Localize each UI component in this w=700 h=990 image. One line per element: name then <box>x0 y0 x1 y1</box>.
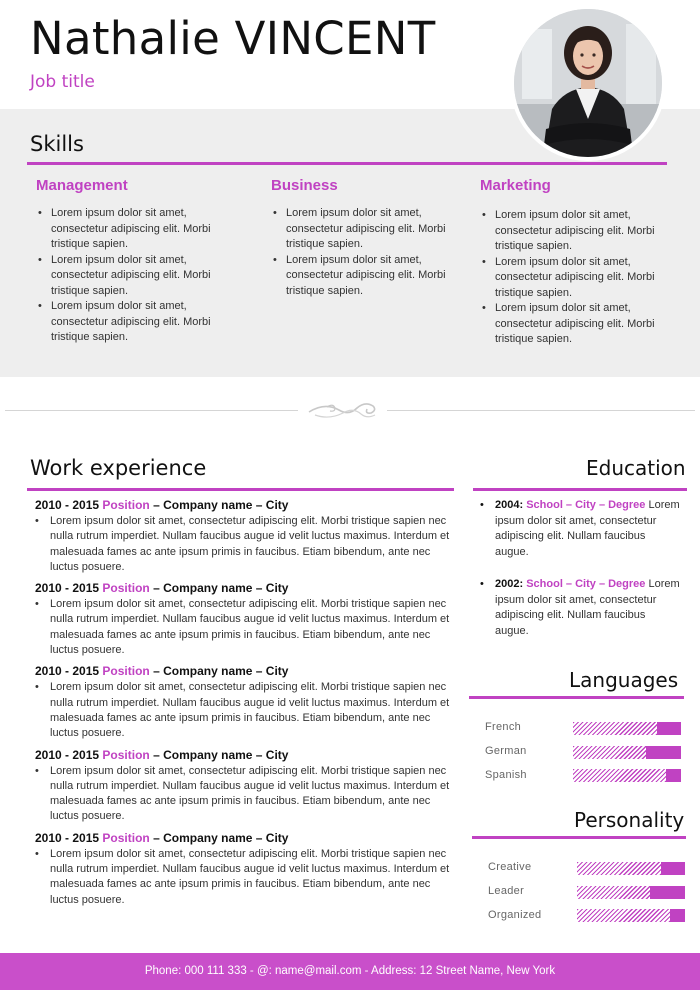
language-label: German <box>485 745 527 757</box>
skill-column-business <box>271 177 476 299</box>
job-description: • Lorem ipsum dolor sit amet, consectetur adipiscing elit. Morbi tristique sapien nec nulla rutrum imperdiet. Nullam faucibus augue id velit luctus maximus. Interdum et malesuada fames ac ante ipsum primis in faucibus. Etiam bibendum, ante nec luctus posuere. <box>35 597 455 658</box>
job-entry <box>35 580 455 658</box>
work-rule <box>27 488 454 491</box>
job-title: Job title <box>30 72 95 92</box>
job-entry <box>35 747 455 825</box>
job-years: 2010 - 2015 <box>35 747 100 762</box>
personality-label: Organized <box>488 909 542 921</box>
job-position: Position <box>102 498 150 512</box>
education-year: 2004: <box>495 499 524 511</box>
job-company: – Company name – City <box>153 664 289 679</box>
languages-rule <box>469 696 684 699</box>
skill-item: • Lorem ipsum dolor sit amet, consectetur adipiscing elit. Morbi tristique sapien. <box>271 206 476 253</box>
personality-rule <box>472 836 686 839</box>
skill-heading: Business <box>271 177 338 194</box>
job-company: – Company name – City <box>153 498 289 512</box>
personality-title: Personality <box>574 808 685 832</box>
education-entry <box>480 577 680 639</box>
job-description: • Lorem ipsum dolor sit amet, consectetur adipiscing elit. Morbi tristique sapien nec nulla rutrum imperdiet. Nullam faucibus augue id velit luctus maximus. Interdum et malesuada fames ac ante ipsum primis in faucibus. Etiam bibendum, ante nec luctus posuere. <box>35 680 455 741</box>
job-position: Position <box>102 747 150 762</box>
personality-bar <box>577 862 685 875</box>
language-bar <box>573 769 681 782</box>
language-bar-fill <box>646 746 681 759</box>
person-portrait-icon <box>514 9 662 157</box>
job-years: 2010 - 2015 <box>35 581 100 596</box>
work-experience-list <box>35 497 455 913</box>
job-description: • Lorem ipsum dolor sit amet, consectetur adipiscing elit. Morbi tristique sapien nec nulla rutrum imperdiet. Nullam faucibus augue id velit luctus maximus. Interdum et malesuada fames ac ante ipsum primis in faucibus. Etiam bibendum, ante nec luctus posuere. <box>35 514 455 575</box>
divider-right <box>387 410 695 411</box>
skill-heading: Management <box>36 177 128 194</box>
education-rule <box>473 488 687 491</box>
personality-label: Creative <box>488 861 532 873</box>
personality-label: Leader <box>488 885 525 897</box>
skill-item: • Lorem ipsum dolor sit amet, consectetur adipiscing elit. Morbi tristique sapien. <box>480 208 675 255</box>
job-entry <box>35 497 455 575</box>
candidate-name: Nathalie VINCENT <box>30 12 436 65</box>
education-description: Lorem ipsum dolor sit amet, consectetur adipiscing elit. Nullam faucibus augue. <box>495 499 680 558</box>
job-years: 2010 - 2015 <box>35 830 100 845</box>
personality-bar-fill <box>650 886 685 899</box>
education-year: 2002: <box>495 578 524 590</box>
language-label: Spanish <box>485 769 527 781</box>
job-description: • Lorem ipsum dolor sit amet, consectetur adipiscing elit. Morbi tristique sapien nec nulla rutrum imperdiet. Nullam faucibus augue id velit luctus maximus. Interdum et malesuada fames ac ante ipsum primis in faucibus. Etiam bibendum, ante nec luctus posuere. <box>35 847 455 908</box>
skill-item: • Lorem ipsum dolor sit amet, consectetur adipiscing elit. Morbi tristique sapien. <box>36 206 241 253</box>
skill-heading: Marketing <box>480 177 551 194</box>
language-bar <box>573 746 681 759</box>
skill-item: • Lorem ipsum dolor sit amet, consectetur adipiscing elit. Morbi tristique sapien. <box>36 299 241 346</box>
job-company: – Company name – City <box>153 747 289 762</box>
contact-footer: Phone: 000 111 333 - @: name@mail.com - Address: 12 Street Name, New York <box>0 953 700 990</box>
skill-column-marketing <box>480 177 675 348</box>
job-position: Position <box>102 830 150 845</box>
skill-item: • Lorem ipsum dolor sit amet, consectetur adipiscing elit. Morbi tristique sapien. <box>480 301 675 348</box>
divider-left <box>5 410 298 411</box>
education-list <box>480 498 680 656</box>
education-school: School – City – Degree <box>526 499 646 511</box>
education-description: Lorem ipsum dolor sit amet, consectetur adipiscing elit. Nullam faucibus augue. <box>495 578 680 637</box>
skill-column-management <box>36 177 241 346</box>
job-position: Position <box>102 581 150 596</box>
job-company: – Company name – City <box>153 581 289 596</box>
skills-rule <box>27 162 667 165</box>
personality-bar <box>577 886 685 899</box>
personality-bar-fill <box>661 862 685 875</box>
language-bar <box>573 722 681 735</box>
education-entry <box>480 498 680 560</box>
skill-item: • Lorem ipsum dolor sit amet, consectetur adipiscing elit. Morbi tristique sapien. <box>36 253 241 300</box>
personality-bar <box>577 909 685 922</box>
personality-bar-fill <box>670 909 685 922</box>
education-school: School – City – Degree <box>526 578 646 590</box>
job-position: Position <box>102 664 150 679</box>
flourish-ornament-icon <box>305 398 380 424</box>
languages-title: Languages <box>569 668 679 692</box>
education-title: Education <box>586 456 686 480</box>
skills-title: Skills <box>30 132 84 156</box>
skill-item: • Lorem ipsum dolor sit amet, consectetur adipiscing elit. Morbi tristique sapien. <box>271 253 476 300</box>
job-company: – Company name – City <box>153 830 289 845</box>
skill-item: • Lorem ipsum dolor sit amet, consectetur adipiscing elit. Morbi tristique sapien. <box>480 255 675 302</box>
language-label: French <box>485 721 522 733</box>
job-entry <box>35 830 455 908</box>
job-years: 2010 - 2015 <box>35 498 100 512</box>
language-bar-fill <box>666 769 681 782</box>
job-entry <box>35 663 455 741</box>
job-years: 2010 - 2015 <box>35 664 100 679</box>
profile-photo <box>510 5 666 161</box>
job-description: • Lorem ipsum dolor sit amet, consectetur adipiscing elit. Morbi tristique sapien nec nulla rutrum imperdiet. Nullam faucibus augue id velit luctus maximus. Interdum et malesuada fames ac ante ipsum primis in faucibus. Etiam bibendum, ante nec luctus posuere. <box>35 764 455 825</box>
work-experience-title: Work experience <box>30 456 207 480</box>
language-bar-fill <box>657 722 681 735</box>
